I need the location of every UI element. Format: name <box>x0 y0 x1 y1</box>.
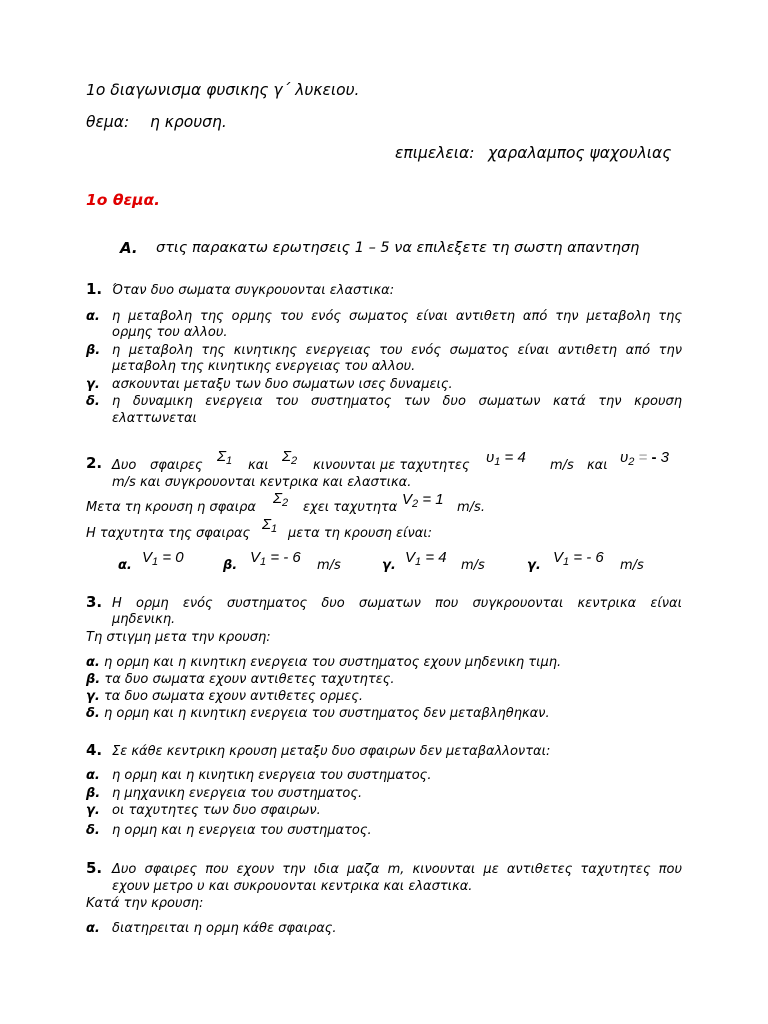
editor-label: επιμελεια: <box>395 144 475 162</box>
q1-opt-d-letter: δ. <box>86 394 100 409</box>
q5-prompt: Κατά την κρουση: <box>86 896 204 911</box>
q2-unit-1: m/s <box>550 458 574 473</box>
q2-ans-c-unit: m/s <box>461 558 485 573</box>
q2-sigma2-symbol: $\Sigma_2$ <box>282 448 298 467</box>
q2-after-unit: m/s. <box>457 500 485 515</box>
q2-ask-prefix: Η ταχυτητα της σφαιρας <box>86 526 251 541</box>
q2-sigma1-symbol: $\Sigma_1$ <box>217 448 233 467</box>
q4-opt-c-letter: γ. <box>86 803 100 818</box>
q3-opt-c: γ. τα δυο σωματα εχουν αντιθετες ορμες. <box>86 689 364 704</box>
q1-opt-c-letter: γ. <box>86 377 100 392</box>
q2-ans-d-letter: γ. <box>527 558 541 573</box>
q4-opt-d: η ορμη και η ενεργεια του συστηματος. <box>112 823 372 838</box>
q2-word-and-2: και <box>587 458 608 473</box>
q4-opt-b: η μηχανικη ενεργεια του συστηματος. <box>112 786 363 801</box>
q3-prompt: Τη στιγμη μετα την κρουση: <box>86 630 271 645</box>
q4-opt-c: οι ταχυτητες των δυο σφαιρων. <box>112 803 321 818</box>
q4-text: Σε κάθε κεντρικη κρουση μεταξυ δυο σφαιρων δεν μεταβαλλονται: <box>112 744 551 759</box>
q2-sigma2-ref: $\Sigma_2$ <box>273 490 289 509</box>
q2-ans-b-value: $V_1$ = - 6 <box>250 549 301 568</box>
part-instruction: στις παρακατω ερωτησεις 1 – 5 να επιλεξετε τη σωστη απαντηση <box>156 240 640 256</box>
q2-ans-d-value: $V_1$ = - 6 <box>553 549 604 568</box>
q2-ans-b-unit: m/s <box>317 558 341 573</box>
part-letter: A. <box>120 239 138 257</box>
q2-word-and: και <box>248 458 269 473</box>
q2-number: 2. <box>86 454 103 472</box>
q2-word-two: Δυο <box>112 458 137 473</box>
q4-number: 4. <box>86 741 103 759</box>
q5-opt-a: διατηρειται η ορμη κάθε σφαιρας. <box>112 921 337 936</box>
q2-u2-value: $\upsilon_2$ = - 3 <box>620 449 669 468</box>
q5-opt-a-letter: α. <box>86 921 100 936</box>
topic-label: θεμα: <box>86 113 130 131</box>
q1-opt-b-line1: η μεταβολη της κινητικης ενεργειας του ενός σωματος είναι αντιθετη από την <box>112 343 682 358</box>
q3-opt-a: α. η ορμη και η κινητικη ενεργεια του συστηματος εχουν μηδενικη τιμη. <box>86 655 562 670</box>
q3-opt-b: β. τα δυο σωματα εχουν αντιθετες ταχυτητες. <box>86 672 395 687</box>
q5-line2: εχουν μετρο υ και συκρουονται κεντρικα και ελαστικα. <box>112 879 473 894</box>
q1-opt-a-letter: α. <box>86 309 100 324</box>
q4-opt-a: η ορμη και η κινητικη ενεργεια του συστηματος. <box>112 768 432 783</box>
editor-name: χαραλαμπος ψαχουλιας <box>488 144 672 162</box>
q5-number: 5. <box>86 859 103 877</box>
q5-line1: Δυο σφαιρες που εχουν την ιδια μαζα m, κινουνται με αντιθετες ταχυτητες που <box>112 862 682 877</box>
q1-opt-b-line2: μεταβολη της κινητικης ενεργειας του αλλου. <box>112 359 416 374</box>
q2-line2: m/s και συγκρουονται κεντρικα και ελαστικα. <box>112 475 412 490</box>
q3-line2: μηδενικη. <box>112 612 176 627</box>
q2-u1-value: $\upsilon_1 = 4$ <box>486 449 526 468</box>
q2-ask-suffix: μετα τη κρουση είναι: <box>288 526 433 541</box>
q3-opt-d: δ. η ορμη και η κινητικη ενεργεια του συστηματος δεν μεταβληθηκαν. <box>86 706 550 721</box>
q2-V2-value: $V_2 = 1$ <box>402 491 444 510</box>
q2-word-spheres: σφαιρες <box>150 458 203 473</box>
q2-ans-a-value: $V_1 = 0$ <box>142 549 184 568</box>
q4-opt-d-letter: δ. <box>86 823 100 838</box>
document-title: 1ο διαγωνισμα φυσικης γ΄ λυκειου. <box>86 81 360 99</box>
q1-opt-d-line2: ελαττωνεται <box>112 411 197 426</box>
q2-ans-a-letter: α. <box>118 558 132 573</box>
q3-line1: Η ορμη ενός συστηματος δυο σωματων που συγκρουονται κεντρικα είναι <box>112 596 682 611</box>
q2-word-move: κινουνται με ταχυτητες <box>313 458 470 473</box>
q2-ans-c-value: $V_1 = 4$ <box>405 549 447 568</box>
q3-number: 3. <box>86 593 103 611</box>
q1-opt-a-line2: ορμης του αλλου. <box>112 325 228 340</box>
q1-number: 1. <box>86 280 103 298</box>
q4-opt-a-letter: α. <box>86 768 100 783</box>
q1-opt-d-line1: η δυναμικη ενεργεια του συστηματος των δυο σωματων κατά την κρουση <box>112 394 682 409</box>
topic-text: η κρουση. <box>150 113 227 131</box>
q4-opt-b-letter: β. <box>86 786 101 801</box>
q2-sigma1-ref: $\Sigma_1$ <box>262 516 278 535</box>
q1-text: Όταν δυο σωματα συγκρουονται ελαστικα: <box>112 283 395 298</box>
q1-opt-c: ασκουνται μεταξυ των δυο σωματων ισες δυναμεις. <box>112 377 453 392</box>
q2-after-prefix: Μετα τη κρουση η σφαιρα <box>86 500 256 515</box>
q2-ans-c-letter: γ. <box>382 558 396 573</box>
q1-opt-a-line1: η μεταβολη της ορμης του ενός σωματος είναι αντιθετη από την μεταβολη της <box>112 309 682 324</box>
q2-ans-d-unit: m/s <box>620 558 644 573</box>
q1-opt-b-letter: β. <box>86 343 101 358</box>
q2-ans-b-letter: β. <box>223 558 238 573</box>
section-title: 1ο θεμα. <box>86 191 161 209</box>
q2-after-mid: εχει ταχυτητα <box>303 500 398 515</box>
